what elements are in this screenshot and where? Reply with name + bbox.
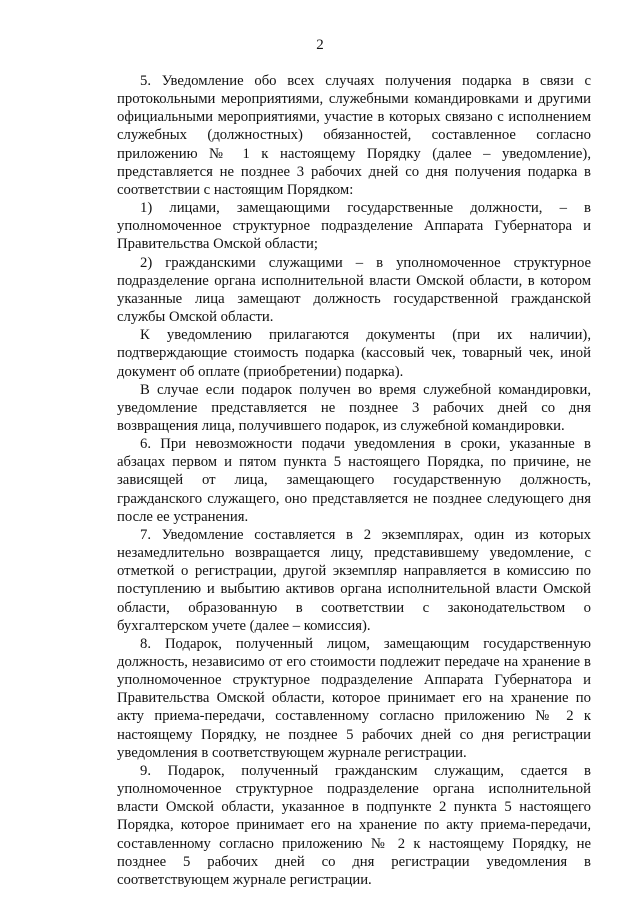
paragraph-5-item-2: 2) гражданскими служащими – в уполномоченное структурное подразделение органа исполнительной власти Омской области, в котором указанные лица замещают должность государственной гражданской службы Омской области.	[117, 254, 591, 326]
paragraph-5-attachments: К уведомлению прилагаются документы (при их наличии), подтверждающие стоимость подарка (кассовый чек, товарный чек, иной документ об оплате (приобретении) подарка).	[117, 327, 591, 380]
paragraph-5-business-trip: В случае если подарок получен во время служебной командировки, уведомление представляется не позднее 3 рабочих дней со дня возвращения лица, получившего подарок, из служебной командировки.	[117, 381, 591, 434]
paragraph-8: 8. Подарок, полученный лицом, замещающим государственную должность, независимо от его стоимости подлежит передаче на хранение в уполномоченное структурное подразделение Аппарата Губернатора и Правительства Омской области, которое принимает его на хранение по акту приема-передачи, составленному согласно приложению № 2 к настоящему Порядку, не позднее 5 рабочих дней со дня регистрации уведомления в соответствующем журнале регистрации.	[117, 635, 591, 761]
paragraph-7: 7. Уведомление составляется в 2 экземплярах, один из которых незамедлительно возвращается лицу, представившему уведомление, с отметкой о регистрации, другой экземпляр направляется в комиссию по поступлению и выбытию активов органа исполнительной власти Омской области, образованную в соответствии с законодательством о бухгалтерском учете (далее – комиссия).	[117, 526, 591, 634]
paragraph-5: 5. Уведомление обо всех случаях получения подарка в связи с протокольными мероприятиями, служебными командировками и другими официальными мероприятиями, участие в которых связано с исполнением служебных (должностных) обязанностей, составленное согласно приложению № 1 к настоящему Порядку (далее – уведомление), представляется не позднее 3 рабочих дней со дня получения подарка в соответствии с настоящим Порядком:	[117, 73, 591, 198]
paragraph-9: 9. Подарок, полученный гражданским служащим, сдается в уполномоченное структурное подразделение органа исполнительной власти Омской области, указанное в подпункте 2 пункта 5 настоящего Порядка, которое принимает его на хранение по акту приема-передачи, составленному согласно приложению № 2 к настоящему Порядку, не позднее 5 рабочих дней со дня регистрации уведомления в соответствующем журнале регистрации.	[117, 762, 591, 888]
document-body	[117, 72, 591, 889]
paragraph-6: 6. При невозможности подачи уведомления в сроки, указанные в абзацах первом и пятом пункта 5 настоящего Порядка, по причине, не зависящей от лица, замещающего государственную должность, гражданского служащего, оно представляется не позднее следующего дня после ее устранения.	[117, 436, 591, 525]
paragraph-5-item-1: 1) лицами, замещающими государственные должности, – в уполномоченное структурное подразделение Аппарата Губернатора и Правительства Омской области;	[117, 200, 591, 253]
page-number: 2	[316, 37, 324, 53]
